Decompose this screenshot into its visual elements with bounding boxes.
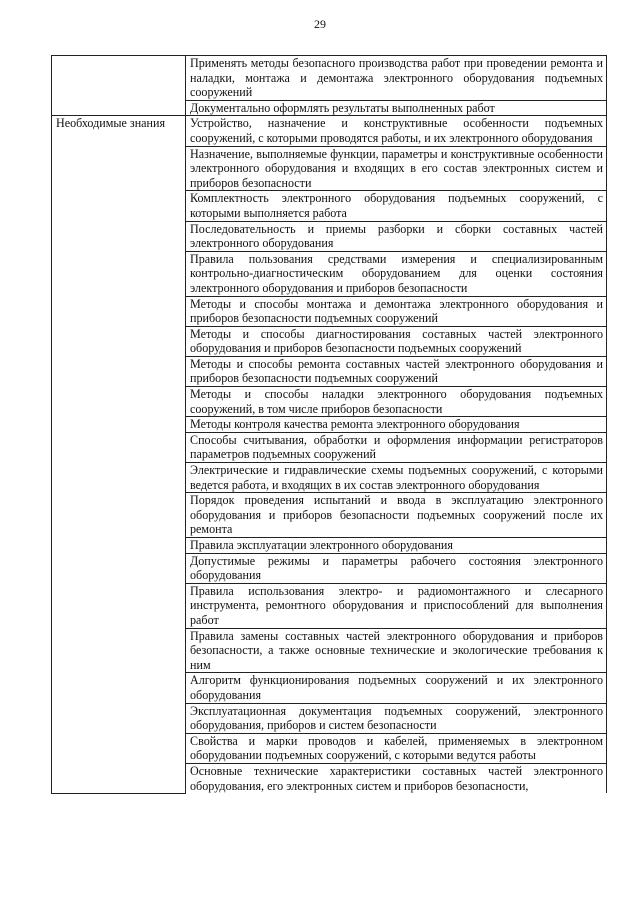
table-cell: Применять методы безопасного производства работ при проведении ремонта и наладки, монтажа и демонтажа электронного оборудования подъемных сооружений xyxy=(186,56,607,101)
row-group-label xyxy=(52,56,186,116)
table-cell: Свойства и марки проводов и кабелей, применяемых в электронном оборудовании подъемных сооружений, с которыми ведутся работы xyxy=(186,733,607,763)
table-cell: Эксплуатационная документация подъемных сооружений, электронного оборудования, приборов и систем безопасности xyxy=(186,703,607,733)
table-cell: Алгоритм функционирования подъемных сооружений и их электронного оборудования xyxy=(186,673,607,703)
table-cell: Комплектность электронного оборудования подъемных сооружений, с которыми выполняется работа xyxy=(186,191,607,221)
table-cell: Последовательность и приемы разборки и сборки составных частей электронного оборудования xyxy=(186,221,607,251)
table-cell: Основные технические характеристики составных частей электронного оборудования, его электронных систем и приборов безопасности, xyxy=(186,763,607,793)
table-row xyxy=(52,56,607,101)
table-cell: Методы и способы наладки электронного оборудования подъемных сооружений, в том числе приборов безопасности xyxy=(186,387,607,417)
page-number: 29 xyxy=(314,17,326,31)
row-group-label: Необходимые знания xyxy=(52,116,186,793)
table-cell: Допустимые режимы и параметры рабочего состояния электронного оборудования xyxy=(186,553,607,583)
table-cell: Назначение, выполняемые функции, параметры и конструктивные особенности электронного оборудования и входящих в его состав электронных систем и приборов безопасности xyxy=(186,146,607,191)
table-cell: Правила пользования средствами измерения и специализированным контрольно-диагностическим оборудованием для оценки состояния электронного оборудования и приборов безопасности xyxy=(186,251,607,296)
table-cell: Документально оформлять результаты выполненных работ xyxy=(186,100,607,116)
table-cell: Методы и способы монтажа и демонтажа электронного оборудования и приборов безопасности подъемных сооружений xyxy=(186,296,607,326)
requirements-table xyxy=(51,55,607,794)
table-cell: Правила использования электро- и радиомонтажного и слесарного инструмента, ремонтного оборудования и приспособлений для выполнения работ xyxy=(186,583,607,628)
table-cell: Методы и способы ремонта составных частей электронного оборудования и приборов безопасности подъемных сооружений xyxy=(186,356,607,386)
table-cell: Устройство, назначение и конструктивные особенности подъемных сооружений, с которыми проводятся работы, и их электронного оборудования xyxy=(186,116,607,146)
table-row xyxy=(52,116,607,146)
table-cell: Электрические и гидравлические схемы подъемных сооружений, с которыми ведется работа, и входящих в их состав электронного оборудования xyxy=(186,463,607,493)
table-cell: Правила замены составных частей электронного оборудования и приборов безопасности, а также основные технические и экологические требования к ним xyxy=(186,628,607,673)
table-cell: Способы считывания, обработки и оформления информации регистраторов параметров подъемных сооружений xyxy=(186,432,607,462)
table-cell: Методы и способы диагностирования составных частей электронного оборудования и приборов безопасности подъемных сооружений xyxy=(186,326,607,356)
table-cell: Порядок проведения испытаний и ввода в эксплуатацию электронного оборудования и приборов безопасности подъемных сооружений после их ремонта xyxy=(186,493,607,538)
table-cell: Методы контроля качества ремонта электронного оборудования xyxy=(186,417,607,433)
table-cell: Правила эксплуатации электронного оборудования xyxy=(186,538,607,554)
